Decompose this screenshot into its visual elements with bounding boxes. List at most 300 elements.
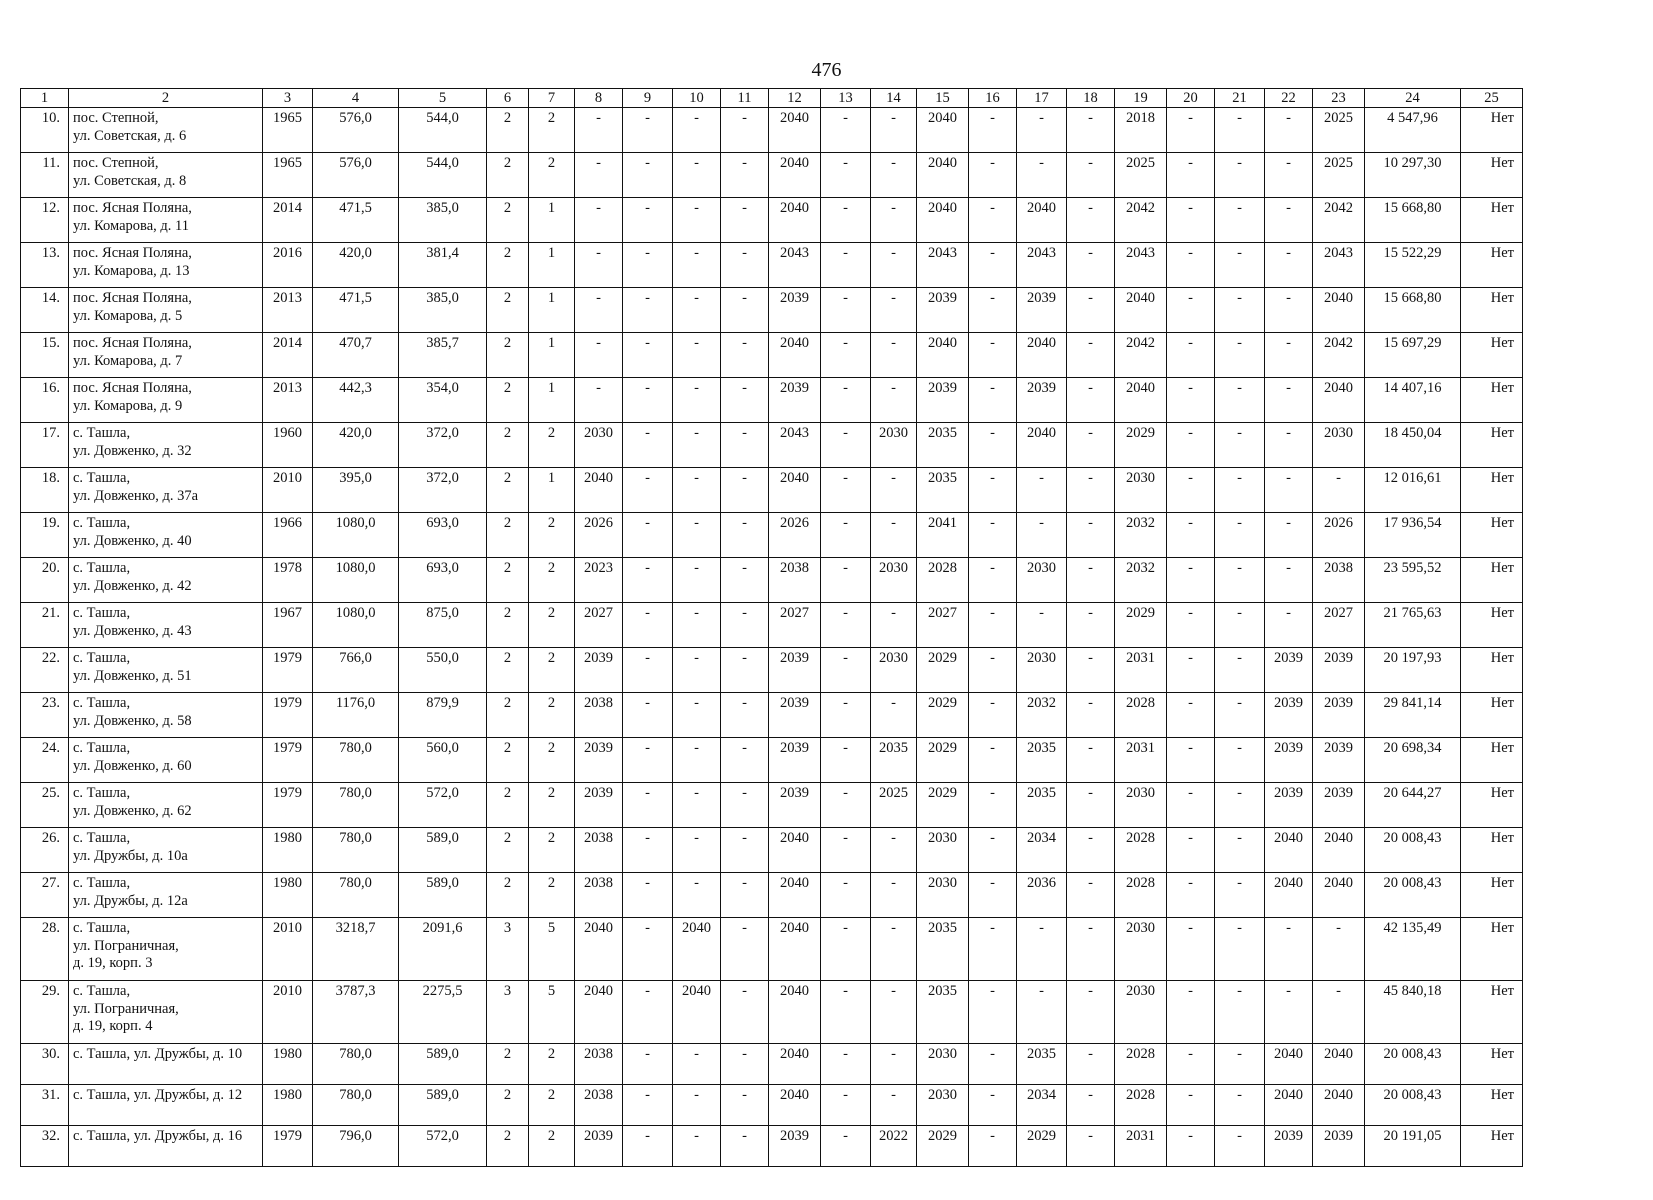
table-cell: 2039 (575, 738, 623, 783)
table-cell: - (1215, 108, 1265, 153)
table-row (21, 918, 1523, 981)
table-cell: 2027 (917, 603, 969, 648)
row-number-cell: 21. (21, 603, 69, 648)
table-cell: 2040 (769, 981, 821, 1044)
table-cell: - (1067, 648, 1115, 693)
table-cell: - (673, 513, 721, 558)
table-cell: Нет (1461, 1085, 1523, 1126)
table-cell: - (721, 423, 769, 468)
table-cell: 21 765,63 (1365, 603, 1461, 648)
table-cell: - (673, 693, 721, 738)
table-cell: 2 (529, 738, 575, 783)
table-cell: 18 450,04 (1365, 423, 1461, 468)
address-line: с. Ташла, (73, 920, 131, 936)
table-cell: - (969, 198, 1017, 243)
table-cell: 780,0 (313, 873, 399, 918)
table-cell: - (673, 1044, 721, 1085)
table-cell: 2027 (575, 603, 623, 648)
table-cell: - (821, 981, 871, 1044)
table-cell: 470,7 (313, 333, 399, 378)
table-cell: 2035 (917, 423, 969, 468)
table-cell: - (871, 603, 917, 648)
table-cell: - (821, 828, 871, 873)
table-cell: Нет (1461, 648, 1523, 693)
table-cell: - (1167, 288, 1215, 333)
address-line: с. Ташла, ул. Дружбы, д. 16 (73, 1128, 243, 1144)
row-number-cell: 18. (21, 468, 69, 513)
table-cell: - (871, 1044, 917, 1085)
row-number-cell: 26. (21, 828, 69, 873)
table-cell: 2039 (1313, 783, 1365, 828)
table-cell: - (673, 738, 721, 783)
column-number-cell: 25 (1461, 89, 1523, 108)
row-number-cell: 23. (21, 693, 69, 738)
table-cell: 796,0 (313, 1126, 399, 1167)
address-cell (69, 423, 263, 468)
column-number-cell: 9 (623, 89, 673, 108)
table-cell: 1978 (263, 558, 313, 603)
table-cell: - (673, 333, 721, 378)
row-number-cell: 30. (21, 1044, 69, 1085)
table-cell: 2040 (1313, 1044, 1365, 1085)
table-cell: 2030 (575, 423, 623, 468)
table-cell: 20 644,27 (1365, 783, 1461, 828)
table-cell: 2031 (1115, 648, 1167, 693)
table-cell: 385,7 (399, 333, 487, 378)
address-line: пос. Ясная Поляна, (73, 200, 192, 216)
table-cell: - (673, 423, 721, 468)
table-cell: - (1215, 981, 1265, 1044)
table-cell: 2 (487, 108, 529, 153)
address-line: ул. Советская, д. 6 (73, 127, 187, 144)
table-cell: 2016 (263, 243, 313, 288)
table-cell: - (871, 468, 917, 513)
address-cell (69, 198, 263, 243)
table-cell: - (1167, 783, 1215, 828)
table-cell: 471,5 (313, 198, 399, 243)
table-cell: - (1215, 873, 1265, 918)
table-cell: - (1265, 468, 1313, 513)
table-cell: 471,5 (313, 288, 399, 333)
table-row (21, 693, 1523, 738)
table-cell: - (1215, 378, 1265, 423)
table-cell: 780,0 (313, 828, 399, 873)
table-row (21, 558, 1523, 603)
row-number-cell: 29. (21, 981, 69, 1044)
table-row (21, 333, 1523, 378)
table-cell: 372,0 (399, 423, 487, 468)
table-cell: 2 (487, 558, 529, 603)
table-cell: 2 (487, 873, 529, 918)
table-cell: Нет (1461, 1126, 1523, 1167)
table-cell: 1979 (263, 1126, 313, 1167)
table-cell: - (673, 198, 721, 243)
table-cell: - (721, 828, 769, 873)
table-cell: 693,0 (399, 513, 487, 558)
table-cell: - (1265, 918, 1313, 981)
table-cell: 2 (487, 603, 529, 648)
table-cell: 2038 (1313, 558, 1365, 603)
address-cell (69, 153, 263, 198)
table-cell: - (721, 1085, 769, 1126)
table-cell: - (1215, 1126, 1265, 1167)
address-line: д. 19, корп. 3 (73, 955, 153, 971)
table-cell: 2 (529, 558, 575, 603)
table-cell: - (821, 1085, 871, 1126)
column-number-cell: 21 (1215, 89, 1265, 108)
table-cell: - (673, 603, 721, 648)
table-cell: - (1067, 558, 1115, 603)
table-cell: 2026 (1313, 513, 1365, 558)
table-cell: - (1017, 918, 1067, 981)
table-cell: - (969, 1085, 1017, 1126)
table-cell: - (623, 243, 673, 288)
table-row (21, 108, 1523, 153)
table-cell: - (821, 333, 871, 378)
table-cell: 2039 (1265, 783, 1313, 828)
table-cell: - (821, 1126, 871, 1167)
address-cell (69, 243, 263, 288)
table-cell: 2039 (575, 783, 623, 828)
table-cell: 879,9 (399, 693, 487, 738)
row-number-cell: 27. (21, 873, 69, 918)
table-cell: 2034 (1017, 828, 1067, 873)
table-cell: 560,0 (399, 738, 487, 783)
address-line: ул. Довженко, д. 58 (73, 712, 192, 729)
table-cell: - (1265, 288, 1313, 333)
table-cell: - (721, 873, 769, 918)
table-cell: - (1067, 243, 1115, 288)
table-cell: 766,0 (313, 648, 399, 693)
table-cell: 2031 (1115, 738, 1167, 783)
row-number-cell: 25. (21, 783, 69, 828)
table-cell: 2029 (917, 693, 969, 738)
address-line: с. Ташла, (73, 650, 131, 666)
column-number-cell: 4 (313, 89, 399, 108)
address-cell (69, 783, 263, 828)
column-number-cell: 6 (487, 89, 529, 108)
table-cell: 572,0 (399, 783, 487, 828)
address-line: пос. Ясная Поляна, (73, 290, 192, 306)
table-cell: - (1215, 828, 1265, 873)
table-cell: 2 (529, 873, 575, 918)
table-cell: 2029 (917, 783, 969, 828)
table-cell: 2039 (1313, 648, 1365, 693)
table-cell: 3 (487, 918, 529, 981)
table-cell: - (575, 198, 623, 243)
table-cell: - (1265, 333, 1313, 378)
table-cell: - (821, 378, 871, 423)
table-cell: - (673, 153, 721, 198)
table-row (21, 423, 1523, 468)
table-cell: 2040 (769, 828, 821, 873)
address-line: ул. Комарова, д. 9 (73, 397, 183, 414)
table-cell: 2 (487, 783, 529, 828)
table-cell: 1979 (263, 783, 313, 828)
table-cell: - (623, 693, 673, 738)
table-cell: 2039 (1265, 693, 1313, 738)
address-line: ул. Дружбы, д. 10а (73, 847, 188, 864)
table-cell: Нет (1461, 738, 1523, 783)
table-cell: Нет (1461, 981, 1523, 1044)
table-cell: 2030 (1313, 423, 1365, 468)
table-cell: 1 (529, 288, 575, 333)
table-cell: - (1017, 981, 1067, 1044)
table-cell: Нет (1461, 153, 1523, 198)
table-cell: 1966 (263, 513, 313, 558)
table-cell: 354,0 (399, 378, 487, 423)
table-cell: 2039 (575, 648, 623, 693)
table-cell: - (1067, 693, 1115, 738)
address-line: с. Ташла, (73, 695, 131, 711)
address-cell (69, 378, 263, 423)
table-cell: 20 191,05 (1365, 1126, 1461, 1167)
table-cell: 2039 (1313, 1126, 1365, 1167)
table-cell: - (871, 288, 917, 333)
table-cell: - (1167, 423, 1215, 468)
table-cell: 2039 (769, 288, 821, 333)
table-cell: 2038 (769, 558, 821, 603)
table-cell: 2 (487, 468, 529, 513)
table-cell: - (969, 873, 1017, 918)
address-line: ул. Комарова, д. 5 (73, 307, 183, 324)
table-cell: 2028 (1115, 1085, 1167, 1126)
table-cell: 385,0 (399, 288, 487, 333)
table-cell: Нет (1461, 1044, 1523, 1085)
table-cell: - (969, 783, 1017, 828)
table-cell: - (623, 603, 673, 648)
table-cell: 1 (529, 468, 575, 513)
table-cell: 2025 (1313, 153, 1365, 198)
table-cell: - (1265, 378, 1313, 423)
table-cell: 2030 (1115, 981, 1167, 1044)
table-cell: Нет (1461, 693, 1523, 738)
address-cell (69, 981, 263, 1044)
table-cell: - (1017, 513, 1067, 558)
table-cell: 2043 (917, 243, 969, 288)
table-cell: 2275,5 (399, 981, 487, 1044)
table-cell: - (721, 693, 769, 738)
table-cell: 2040 (1313, 288, 1365, 333)
table-cell: 2040 (575, 981, 623, 1044)
table-cell: 2028 (917, 558, 969, 603)
table-cell: - (623, 468, 673, 513)
table-cell: 2013 (263, 378, 313, 423)
table-cell: - (721, 1126, 769, 1167)
row-number-cell: 12. (21, 198, 69, 243)
table-cell: - (1167, 738, 1215, 783)
table-row (21, 1126, 1523, 1167)
table-cell: 780,0 (313, 738, 399, 783)
table-cell: 2040 (1313, 873, 1365, 918)
table-cell: 2030 (871, 558, 917, 603)
row-number-cell: 17. (21, 423, 69, 468)
table-cell: 2043 (769, 243, 821, 288)
row-number-cell: 20. (21, 558, 69, 603)
row-number-cell: 22. (21, 648, 69, 693)
table-cell: - (871, 198, 917, 243)
table-cell: 2043 (1017, 243, 1067, 288)
table-cell: - (1313, 981, 1365, 1044)
table-cell: - (969, 828, 1017, 873)
table-cell: 20 008,43 (1365, 873, 1461, 918)
table-cell: 2040 (769, 108, 821, 153)
table-cell: - (673, 783, 721, 828)
table-cell: - (1167, 603, 1215, 648)
address-cell (69, 558, 263, 603)
table-cell: - (623, 1085, 673, 1126)
table-cell: - (673, 468, 721, 513)
table-cell: 3218,7 (313, 918, 399, 981)
table-cell: - (673, 1126, 721, 1167)
table-cell: - (1265, 243, 1313, 288)
table-cell: - (1067, 1126, 1115, 1167)
table-cell: - (721, 648, 769, 693)
table-cell: 2040 (917, 108, 969, 153)
table-cell: - (721, 1044, 769, 1085)
table-cell: - (821, 1044, 871, 1085)
table-cell: - (1167, 198, 1215, 243)
table-row (21, 738, 1523, 783)
table-cell: - (871, 108, 917, 153)
table-cell: - (623, 198, 673, 243)
column-number-cell: 22 (1265, 89, 1313, 108)
table-cell: 2035 (917, 981, 969, 1044)
table-cell: 544,0 (399, 153, 487, 198)
table-cell: 2042 (1313, 198, 1365, 243)
table-cell: - (1067, 288, 1115, 333)
table-cell: 2039 (769, 738, 821, 783)
table-cell: 1080,0 (313, 513, 399, 558)
table-cell: - (1167, 648, 1215, 693)
table-cell: 2025 (1313, 108, 1365, 153)
table-cell: 2040 (575, 918, 623, 981)
table-cell: - (1017, 153, 1067, 198)
table-cell: - (821, 243, 871, 288)
table-cell: 2039 (769, 693, 821, 738)
table-cell: - (1067, 108, 1115, 153)
column-number-cell: 24 (1365, 89, 1461, 108)
table-cell: - (721, 378, 769, 423)
table-cell: 2036 (1017, 873, 1067, 918)
table-cell: 2040 (917, 198, 969, 243)
table-cell: - (721, 243, 769, 288)
table-cell: - (1265, 108, 1313, 153)
column-number-cell: 10 (673, 89, 721, 108)
table-cell: Нет (1461, 423, 1523, 468)
address-line: ул. Пограничная, (73, 1000, 179, 1017)
table-cell: 875,0 (399, 603, 487, 648)
table-cell: 2 (487, 333, 529, 378)
table-cell: 2030 (917, 828, 969, 873)
table-cell: 42 135,49 (1365, 918, 1461, 981)
address-line: пос. Ясная Поляна, (73, 245, 192, 261)
table-cell: Нет (1461, 783, 1523, 828)
row-number-cell: 13. (21, 243, 69, 288)
table-cell: 2041 (917, 513, 969, 558)
table-cell: 2035 (871, 738, 917, 783)
table-cell: 2 (487, 1126, 529, 1167)
address-line: ул. Довженко, д. 60 (73, 757, 192, 774)
table-cell: - (871, 153, 917, 198)
table-cell: - (575, 243, 623, 288)
table-cell: - (1067, 1085, 1115, 1126)
table-cell: - (1067, 738, 1115, 783)
table-cell: - (1167, 918, 1215, 981)
table-cell: - (1067, 603, 1115, 648)
address-line: с. Ташла, (73, 605, 131, 621)
address-line: пос. Ясная Поляна, (73, 335, 192, 351)
table-cell: Нет (1461, 378, 1523, 423)
address-line: ул. Комарова, д. 13 (73, 262, 190, 279)
table-cell: 2 (529, 1085, 575, 1126)
table-cell: - (821, 513, 871, 558)
table-cell: 2029 (1115, 603, 1167, 648)
table-cell: - (821, 108, 871, 153)
table-cell: 2028 (1115, 828, 1167, 873)
table-cell: Нет (1461, 828, 1523, 873)
table-cell: 2039 (769, 783, 821, 828)
table-cell: - (1215, 243, 1265, 288)
table-row (21, 243, 1523, 288)
table-cell: 1965 (263, 108, 313, 153)
table-cell: - (1017, 108, 1067, 153)
table-cell: 2040 (769, 918, 821, 981)
table-cell: - (623, 1126, 673, 1167)
column-number-cell: 11 (721, 89, 769, 108)
table-cell: - (1265, 558, 1313, 603)
table-cell: 2013 (263, 288, 313, 333)
table-cell: - (969, 738, 1017, 783)
table-cell: 576,0 (313, 153, 399, 198)
table-cell: 2040 (673, 981, 721, 1044)
address-line: ул. Довженко, д. 51 (73, 667, 192, 684)
table-cell: 4 547,96 (1365, 108, 1461, 153)
address-line: ул. Дружбы, д. 12а (73, 892, 188, 909)
row-number-cell: 31. (21, 1085, 69, 1126)
table-cell: 2 (487, 153, 529, 198)
table-row (21, 153, 1523, 198)
table-cell: - (1215, 153, 1265, 198)
column-number-cell: 19 (1115, 89, 1167, 108)
column-number-cell: 15 (917, 89, 969, 108)
table-cell: Нет (1461, 198, 1523, 243)
table-cell: Нет (1461, 108, 1523, 153)
table-cell: 2035 (1017, 738, 1067, 783)
table-cell: 2040 (1017, 198, 1067, 243)
table-cell: 2040 (1265, 1085, 1313, 1126)
table-cell: - (969, 378, 1017, 423)
table-cell: 2039 (917, 378, 969, 423)
row-number-cell: 10. (21, 108, 69, 153)
table-cell: - (1167, 1126, 1215, 1167)
repair-schedule-table (20, 88, 1523, 1167)
table-cell: - (1167, 828, 1215, 873)
address-cell (69, 873, 263, 918)
table-cell: 2031 (1115, 1126, 1167, 1167)
table-cell: - (1067, 873, 1115, 918)
table-cell: 2040 (769, 1044, 821, 1085)
table-cell: 5 (529, 918, 575, 981)
address-line: ул. Пограничная, (73, 937, 179, 954)
table-cell: 2018 (1115, 108, 1167, 153)
table-cell: 2 (529, 153, 575, 198)
table-cell: - (623, 108, 673, 153)
table-cell: 2030 (917, 873, 969, 918)
address-line: д. 19, корп. 4 (73, 1018, 153, 1034)
table-cell: - (1067, 423, 1115, 468)
table-cell: 2040 (769, 468, 821, 513)
